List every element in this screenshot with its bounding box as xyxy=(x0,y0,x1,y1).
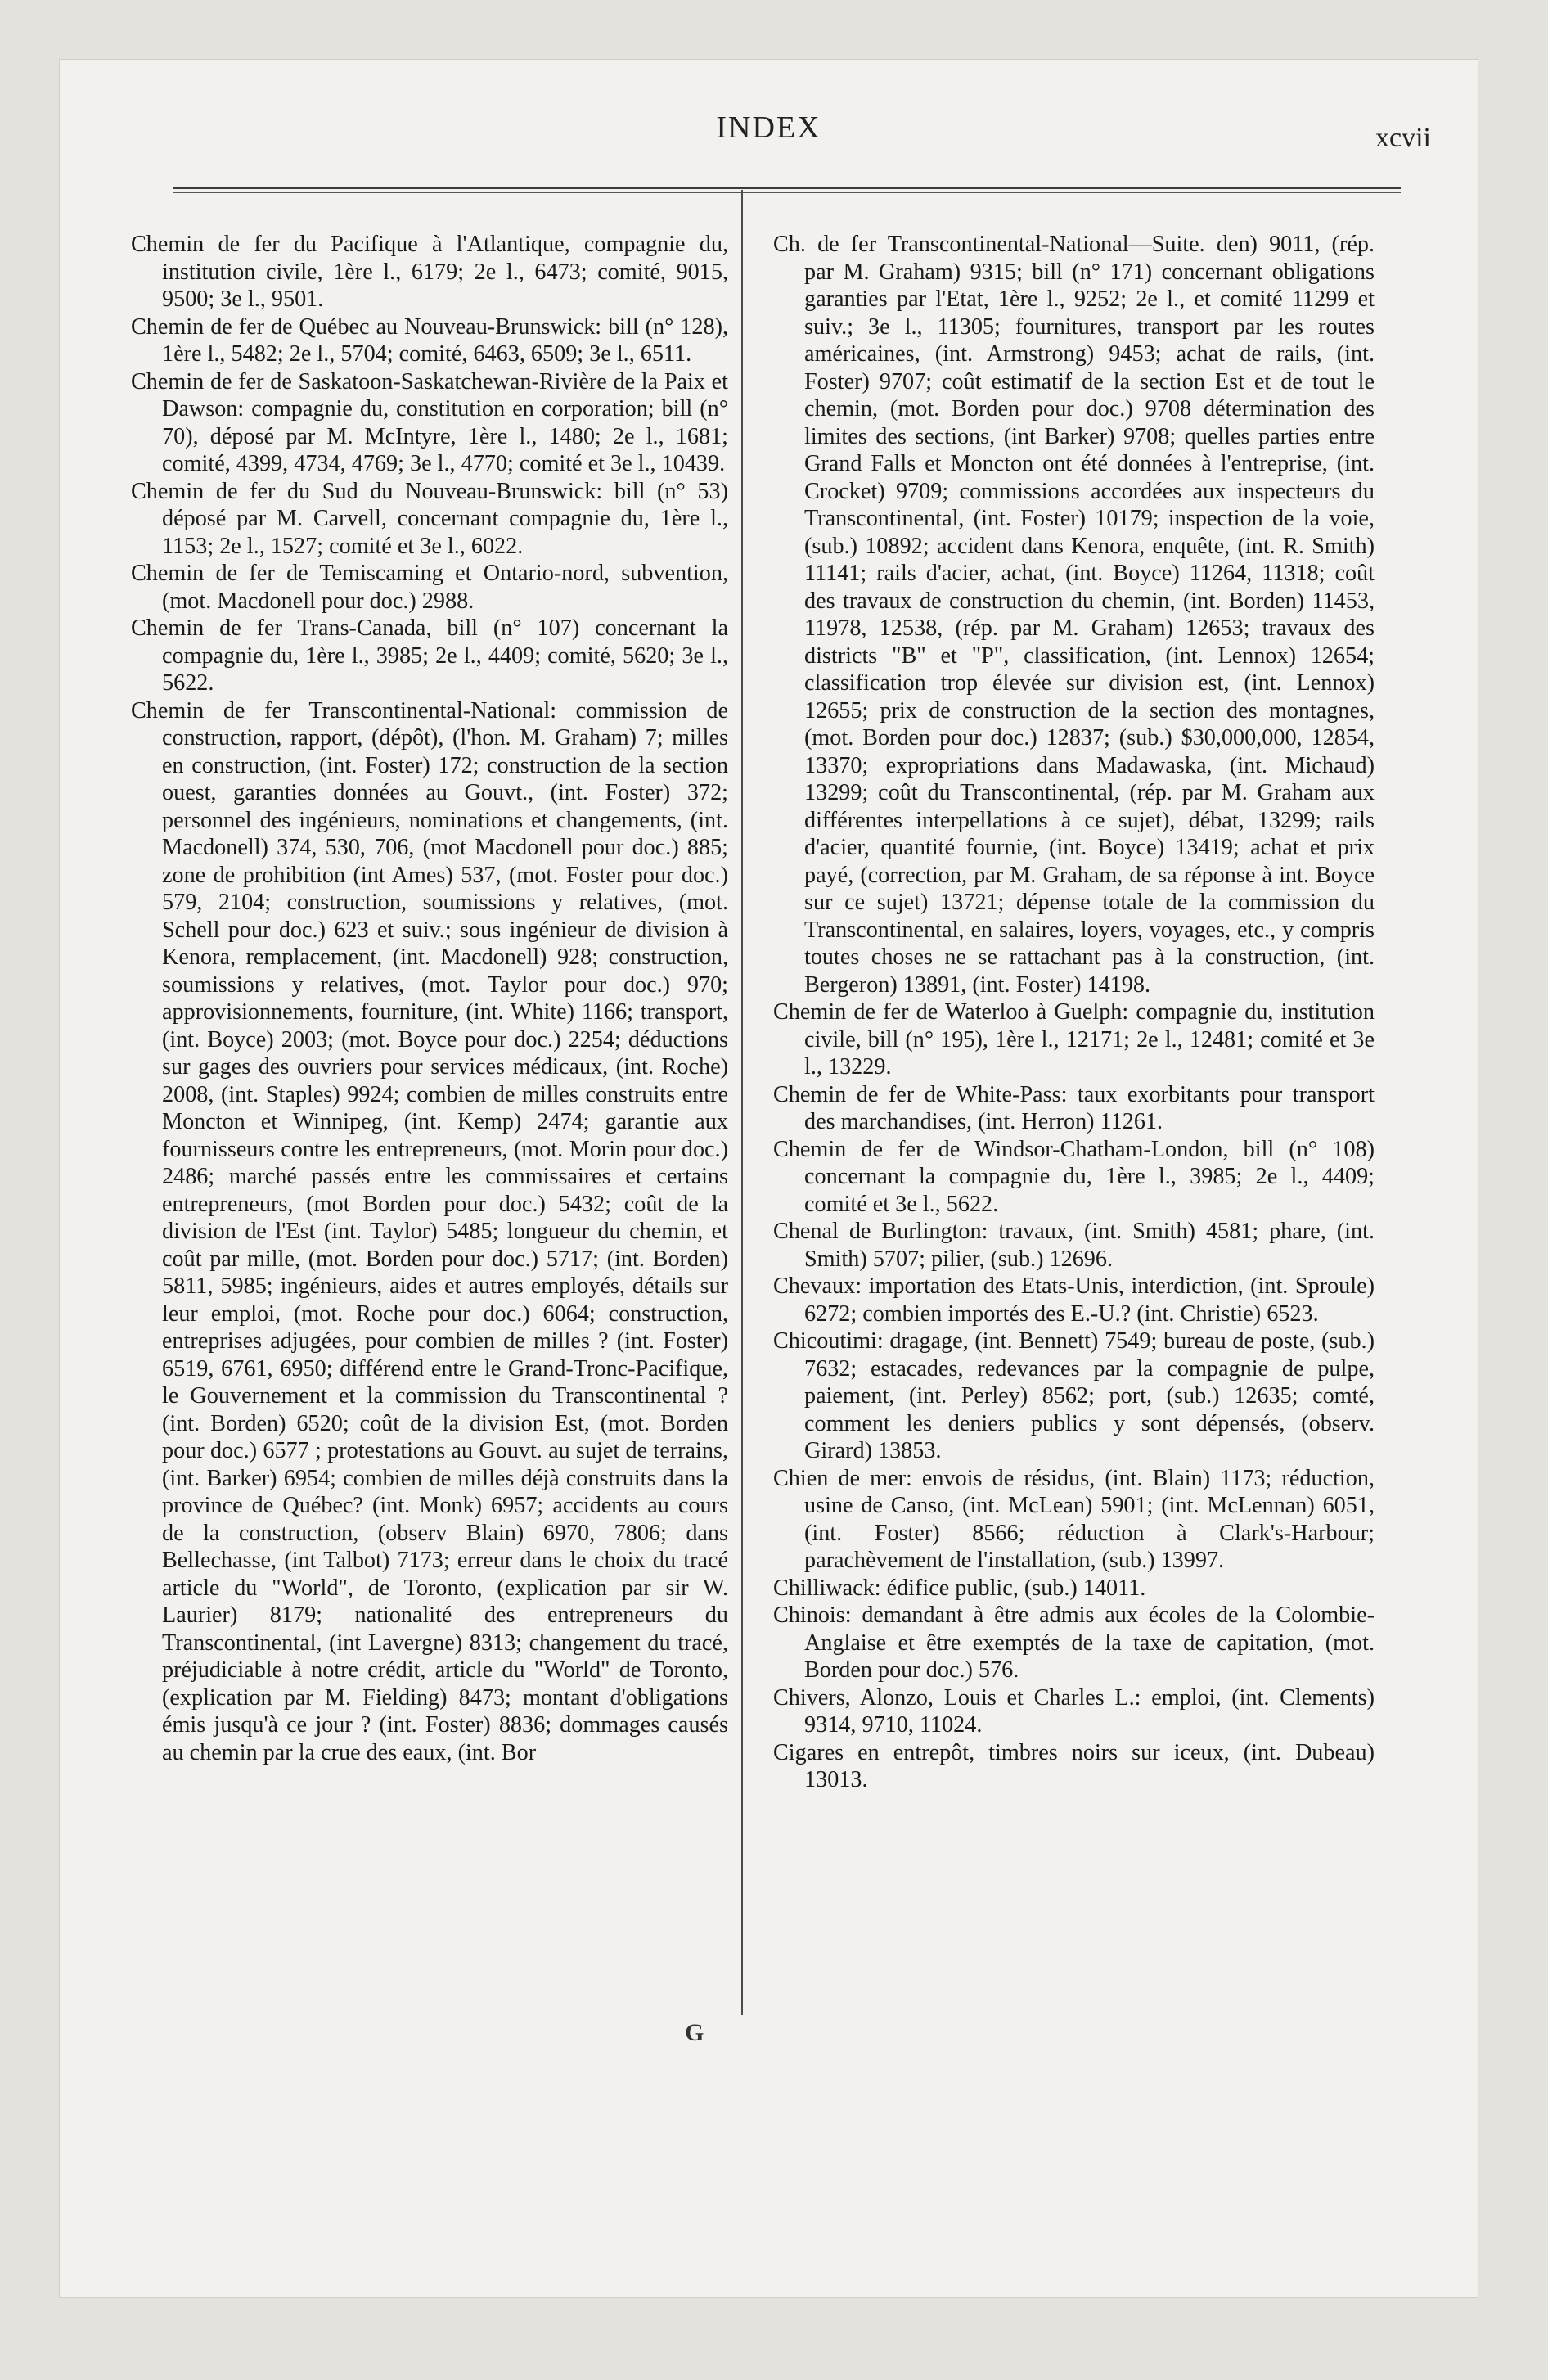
index-entry: Chemin de fer de Québec au Nouveau-Brunswick: bill (n° 128), 1ère l., 5482; 2e l., 5704; comité, 6463, 6509; 3e l., 6511. xyxy=(131,313,728,367)
index-page xyxy=(59,59,1478,2298)
index-entry: Chicoutimi: dragage, (int. Bennett) 7549; bureau de poste, (sub.) 7632; estacades, redevances par la compagnie de pulpe, paiement, (int. Perley) 8562; port, (sub.) 12635; comté, comment les deniers publics y sont dépensés, (observ. Girard) 13853. xyxy=(773,1328,1375,1463)
index-entry: Chemin de fer Trans-Canada, bill (n° 107) concernant la compagnie du, 1ère l., 3985; 2e l., 4409; comité, 5620; 3e l., 5622. xyxy=(131,615,728,696)
index-entry: Chien de mer: envois de résidus, (int. Blain) 1173; réduction, usine de Canso, (int. McLean) 5901; (int. McLennan) 6051, (int. Foster) 8566; réduction à Clark's-Harbour; parachèvement de l'installation, (sub.) 13997. xyxy=(773,1465,1375,1573)
index-entry: Chemin de fer de Windsor-Chatham-London, bill (n° 108) concernant la compagnie du, 1ère l., 3985; 2e l., 4409; comité et 3e l., 5622. xyxy=(773,1136,1375,1217)
index-entry: Chemin de fer du Sud du Nouveau-Brunswick: bill (n° 53) déposé par M. Carvell, concernant compagnie du, 1ère l., 1153; 2e l., 1527; comité et 3e l., 6022. xyxy=(131,478,728,559)
right-column xyxy=(773,231,1375,1794)
index-entry: Chemin de fer du Pacifique à l'Atlantique, compagnie du, institution civile, 1ère l., 6179; 2e l., 6473; comité, 9015, 9500; 3e l., 9501. xyxy=(131,232,728,312)
header-rule-thin xyxy=(173,192,1401,193)
page-title: INDEX xyxy=(716,110,821,145)
index-entry: Chinois: demandant à être admis aux écoles de la Colombie-Anglaise et être exemptés de la taxe de capitation, (mot. Borden pour doc.) 576. xyxy=(773,1602,1375,1683)
index-entry: Chemin de fer de Saskatoon-Saskatchewan-Rivière de la Paix et Dawson: compagnie du, constitution en corporation; bill (n° 70), déposé par M. McIntyre, 1ère l., 1480; 2e l., 1681; comité, 4399, 4734, 4769; 3e l., 4770; comité et 3e l., 10439. xyxy=(131,368,728,476)
left-column xyxy=(131,231,728,1766)
index-entry: Chemin de fer de White-Pass: taux exorbitants pour transport des marchandises, (int. Herron) 11261. xyxy=(773,1081,1375,1134)
signature-mark: G xyxy=(685,2019,704,2046)
index-entry: Chilliwack: édifice public, (sub.) 14011. xyxy=(773,1575,1146,1601)
index-entry: Chenal de Burlington: travaux, (int. Smith) 4581; phare, (int. Smith) 5707; pilier, (sub.) 12696. xyxy=(773,1219,1375,1272)
index-entry: Cigares en entrepôt, timbres noirs sur iceux, (int. Dubeau) 13013. xyxy=(773,1739,1375,1792)
index-entry: Chevaux: importation des Etats-Unis, interdiction, (int. Sproule) 6272; combien importés des E.-U.? (int. Christie) 6523. xyxy=(773,1273,1375,1327)
page-number: xcvii xyxy=(1375,123,1431,153)
index-entry: Chemin de fer Transcontinental-National: commission de construction, rapport, (dépôt), (l'hon. M. Graham) 7; milles en construction, (int. Foster) 172; construction de la section ouest, garanties données au Gouvt., (int. Foster) 372; personnel des ingénieurs, nominations et changements, (int. Macdonell) 374, 530, 706, (mot Macdonell pour doc.) 885; zone de prohibition (int Ames) 537, (mot. Foster pour doc.) 579, 2104; construction, soumissions y relatives, (mot. Schell pour doc.) 623 et suiv.; sous ingénieur de division à Kenora, remplacement, (int. Macdonell) 928; construction, soumissions y relatives, (mot. Taylor pour doc.) 970; approvisionnements, fourniture, (int. White) 1166; transport, (int. Boyce) 2003; (mot. Boyce pour doc.) 2254; déductions sur gages des ouvriers pour services médicaux, (int. Roche) 2008, (int. Staples) 9924; combien de milles construits entre Moncton et Winnipeg, (int. Kemp) 2474; garantie aux fournisseurs contre les entrepreneurs, (mot. Morin pour doc.) 2486; marché passés entre les commissaires et certains entrepreneurs, (mot Borden pour doc.) 5432; coût de la division de l'Est (int. Taylor) 5485; longueur du chemin, et coût par mille, (mot. Borden pour doc.) 5717; (int. Borden) 5811, 5985; ingénieurs, aides et autres employés, détails sur leur emploi, (mot. Roche pour doc.) 6064; construction, entreprises adjugées, pour combien de milles ? (int. Foster) 6519, 6761, 6950; différend entre le Grand-Tronc-Pacifique, le Gouvernement et la commission du Transcontinental ? (int. Borden) 6520; coût de la division Est, (mot. Borden pour doc.) 6577 ; protestations au Gouvt. au sujet de terrains, (int. Barker) 6954; combien de milles déjà construits dans la province de Québec? (int. Monk) 6957; accidents au cours de la construction, (observ Blain) 6970, 7806; dans Bellechasse, (int Talbot) 7173; erreur dans le choix du tracé article du "World", de Toronto, (explication par sir W. Laurier) 8179; nationalité des entrepreneurs du Transcontinental, (int Lavergne) 8313; changement du tracé, préjudiciable à notre crédit, article du "World" de Toronto, (explication par M. Fielding) 8473; montant d'obligations émis jusqu'à ce jour ? (int. Foster) 8836; dommages causés au chemin par la crue des eaux, (int. Bor xyxy=(131,697,728,1765)
header-rule xyxy=(173,187,1401,189)
index-entry: Chemin de fer de Waterloo à Guelph: compagnie du, institution civile, bill (n° 195), 1ère l., 12171; 2e l., 12481; comité et 3e l., 13229. xyxy=(773,999,1375,1080)
column-divider xyxy=(741,190,743,2015)
index-entry: Chemin de fer de Temiscaming et Ontario-nord, subvention, (mot. Macdonell pour doc.) 2988. xyxy=(131,561,728,614)
index-entry: Chivers, Alonzo, Louis et Charles L.: emploi, (int. Clements) 9314, 9710, 11024. xyxy=(773,1684,1375,1738)
index-entry: Ch. de fer Transcontinental-National—Suite. den) 9011, (rép. par M. Graham) 9315; bill (n° 171) concernant obligations garanties par l'Etat, 1ère l., 9252; 2e l., et comité 11299 et suiv.; 3e l., 11305; fournitures, transport par les routes américaines, (int. Armstrong) 9453; achat de rails, (int. Foster) 9707; coût estimatif de la section Est et de tout le chemin, (mot. Borden pour doc.) 9708 détermination des limites des sections, (int Barker) 9708; quelles parties entre Grand Falls et Moncton ont été données à l'entreprise, (int. Crocket) 9709; commissions accordées aux inspecteurs du Transcontinental, (int. Foster) 10179; inspection de la voie, (sub.) 10892; accident dans Kenora, enquête, (int. R. Smith) 11141; rails d'acier, achat, (int. Boyce) 11264, 11318; coût des travaux de construction du chemin, (int. Borden) 11453, 11978, 12538, (rép. par M. Graham) 12653; travaux des districts "B" et "P", classification, (int. Lennox) 12654; classification trop élevée sur division est, (int. Lennox) 12655; prix de construction de la section des montagnes, (mot. Borden pour doc.) 12837; (sub.) $30,000,000, 12854, 13370; expropriations dans Madawaska, (int. Michaud) 13299; coût du Transcontinental, (rép. par M. Graham aux différentes interpellations à ce sujet), débat, 13299; rails d'acier, quantité fournie, (int. Boyce) 13419; achat et prix payé, (correction, par M. Graham, de sa réponse à int. Boyce sur ce sujet) 13721; dépense totale de la commission du Transcontinental, en salaires, loyers, voyages, etc., y compris toutes choses ne se rattachant pas à la construction, (int. Bergeron) 13891, (int. Foster) 14198. xyxy=(773,232,1375,998)
